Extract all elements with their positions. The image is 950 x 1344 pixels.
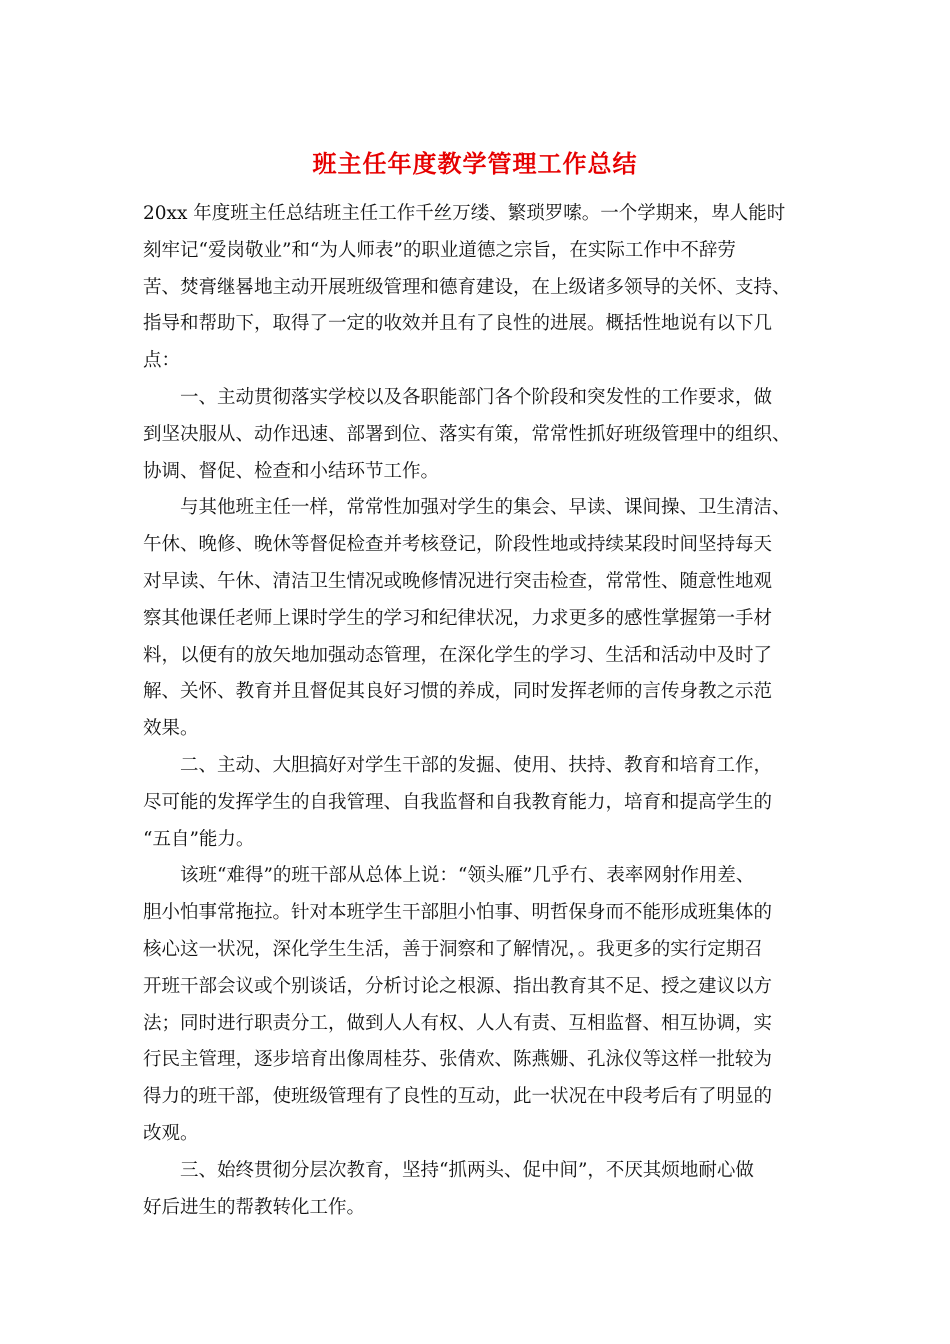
paragraph [143,196,807,380]
paragraph-line: 法；同时进行职责分工，做到人人有权、人人有责、互相监督、相互协调，实 [143,1012,773,1034]
paragraph-line: 察其他课任老师上课时学生的学习和纪律状况，力求更多的感性掌握第一手材 [143,607,773,629]
paragraph [143,380,807,490]
paragraph-line: 得力的班干部，使班级管理有了良性的互动，此一状况在中段考后有了明显的 [143,1086,773,1108]
paragraph-line: 点： [143,350,181,372]
paragraph-line: 三、始终贯彻分层次教育，坚持“抓两头、促中间”，不厌其烦地耐心做 [180,1159,754,1181]
paragraph-line: 午休、晚修、晚休等督促检查并考核登记，阶段性地或持续某段时间坚持每天 [143,534,773,556]
paragraph-line: 20xx 年度班主任总结班主任工作千丝万缕、繁琐罗嗦。一个学期来，卑人能时 [143,203,786,224]
paragraph-line: “五自”能力。 [143,828,255,850]
paragraph-line: 苦、焚膏继晷地主动开展班级管理和德育建设，在上级诸多领导的关怀、支持、 [143,276,791,298]
paragraph [143,748,807,858]
paragraph [143,490,807,748]
paragraph-line: 与其他班主任一样，常常性加强对学生的集会、早读、课间操、卫生清洁、 [180,497,791,519]
paragraph-line: 刻牢记“爱岗敬业”和“为人师表”的职业道德之宗旨，在实际工作中不辞劳 [143,239,736,261]
paragraph-line: 二、主动、大胆搞好对学生干部的发掘、使用、扶持、教育和培育工作， [180,754,773,776]
paragraph-line: 核心这一状况，深化学生生活，善于洞察和了解情况，。我更多的实行定期召 [143,938,763,960]
paragraph [143,1153,807,1227]
paragraph-line: 效果。 [143,718,199,740]
paragraph-line: 改观。 [143,1122,199,1144]
document-body [143,196,807,1226]
paragraph-line: 料，以便有的放矢地加强动态管理，在深化学生的学习、生活和活动中及时了 [143,644,773,666]
paragraph-line: 到坚决服从、动作迅速、部署到位、落实有策，常常性抓好班级管理中的组织、 [143,423,791,445]
paragraph-line: 对早读、午休、清洁卫生情况或晚修情况进行突击检查，常常性、随意性地观 [143,570,773,592]
paragraph-line: 指导和帮助下，取得了一定的收效并且有了良性的进展。概括性地说有以下几 [143,313,773,335]
paragraph-line: 胆小怕事常拖拉。针对本班学生干部胆小怕事、明哲保身而不能形成班集体的 [143,902,773,924]
paragraph-line: 开班干部会议或个别谈话，分析讨论之根源、指出教育其不足、授之建议以方 [143,975,773,997]
paragraph-line: 尽可能的发挥学生的自我管理、自我监督和自我教育能力，培育和提高学生的 [143,791,773,813]
paragraph [143,858,807,1152]
paragraph-line: 解、关怀、教育并且督促其良好习惯的养成，同时发挥老师的言传身教之示范 [143,681,773,703]
paragraph-line: 协调、督促、检查和小结环节工作。 [143,460,440,482]
paragraph-line: 行民主管理，逐步培育出像周桂芬、张倩欢、陈燕姗、孔泳仪等这样一批较为 [143,1049,773,1071]
paragraph-line: 好后进生的帮教转化工作。 [143,1196,366,1218]
paragraph-line: 一、主动贯彻落实学校以及各职能部门各个阶段和突发性的工作要求，做 [180,386,773,408]
paragraph-line: 该班“难得”的班干部从总体上说：“领头雁”几乎冇、表率网射作用差、 [180,865,755,887]
document-title: 班主任年度教学管理工作总结 [312,149,638,178]
